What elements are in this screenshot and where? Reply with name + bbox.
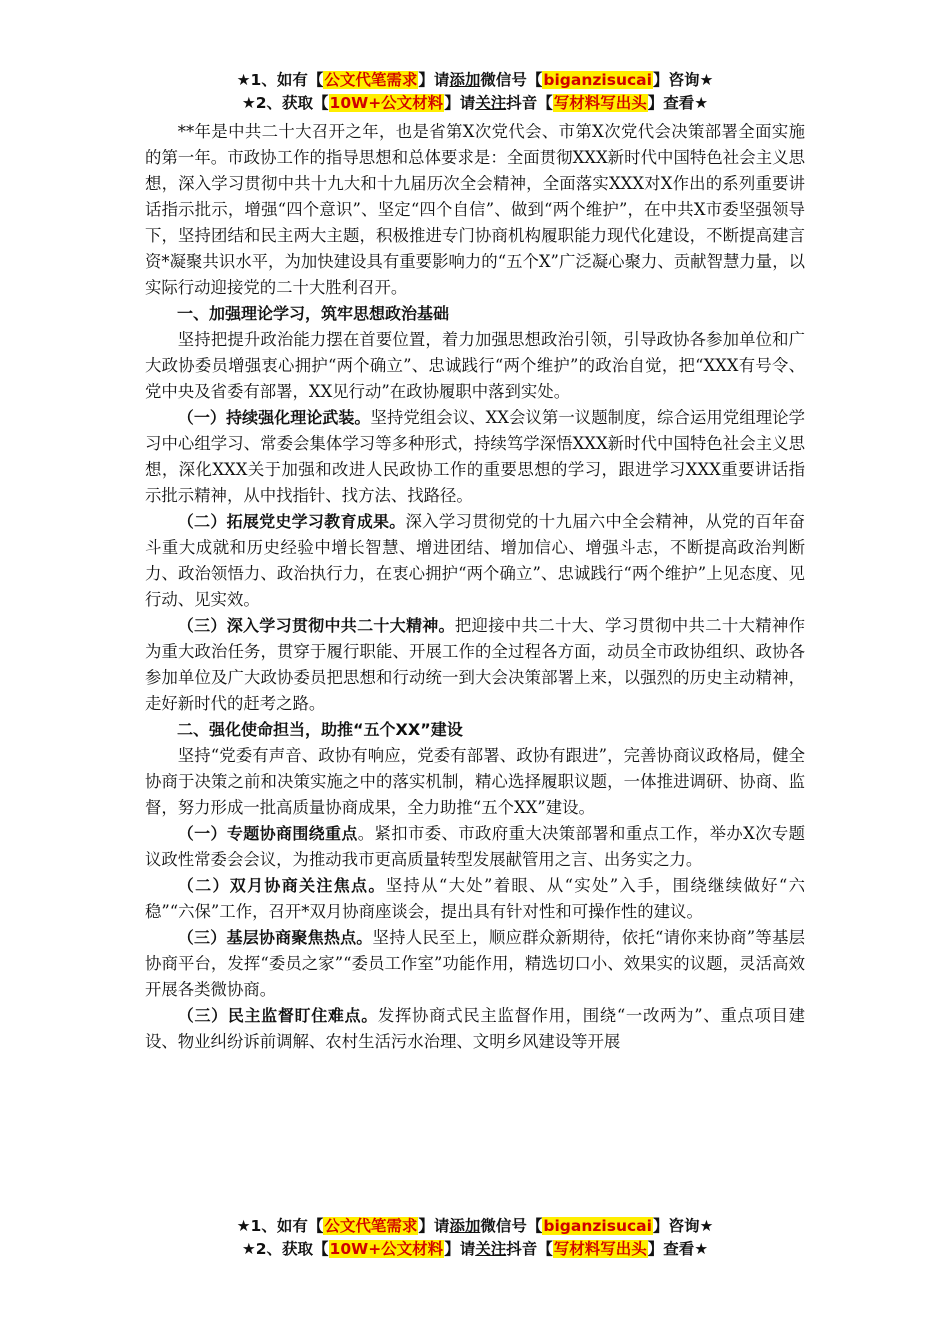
promo-banner-bottom [0,1215,950,1261]
list-item: （二）拓展党史学习教育成果。深入学习贯彻党的十九届六中全会精神，从党的百年奋斗重大成就和历史经验中增长智慧、增进团结、增加信心、增强斗志，不断提高政治判断力、政治领悟力、政治执行力，在衷心拥护“两个确立”、忠诚践行“两个维护”上见态度、见行动、见实效。 [145,512,805,609]
highlight-materials: 10W+公文材料 [329,94,444,112]
list-item: （二）双月协商关注焦点。坚持从“大处”着眼、从“实处”入手，围绕继续做好“六稳”“六保”工作，召开*双月协商座谈会，提出具有针对性和可操作性的建议。 [145,876,805,921]
document-body [145,119,805,1055]
list-item: （三）民主监督盯住难点。发挥协商式民主监督作用，围绕“一改两为”、重点项目建设、物业纠纷诉前调解、农村生活污水治理、文明乡风建设等开展 [145,1006,805,1051]
section-heading-1: 一、加强理论学习，筑牢思想政治基础 [177,304,450,323]
highlight-service: 公文代笔需求 [324,1217,418,1235]
list-item: （三）深入学习贯彻中共二十大精神。把迎接中共二十大、学习贯彻中共二十大精神作为重大政治任务，贯穿于履行职能、开展工作的全过程各方面，动员全市政协组织、政协各参加单位及广大政协委员把思想和行动统一到大会决策部署上来，以强烈的历史主动精神，走好新时代的赶考之路。 [145,616,805,713]
section-intro-2: 坚持“党委有声音、政协有响应，党委有部署、政协有跟进”，完善协商议政格局，健全协商于决策之前和决策实施之中的落实机制，精心选择履职议题，一体推进调研、协商、监督，努力形成一批高质量协商成果，全力助推“五个XX”建设。 [145,746,805,817]
list-item: （三）基层协商聚焦热点。坚持人民至上，顺应群众新期待，依托“请你来协商”等基层协商平台，发挥“委员之家”“委员工作室”功能作用，精选切口小、效果实的议题，灵活高效开展各类微协商。 [145,928,805,999]
section-heading-2: 二、强化使命担当，助推“五个XX”建设 [177,720,463,739]
highlight-materials: 10W+公文材料 [329,1240,444,1258]
list-item: （一）持续强化理论武装。坚持党组会议、XX会议第一议题制度，综合运用党组理论学习中心组学习、常委会集体学习等多种形式，持续笃学深悟XXX新时代中国特色社会主义思想，深化XXX关于加强和改进人民政协工作的重要思想的学习，跟进学习XXX重要讲话指示批示精神，从中找指针、找方法、找路径。 [145,408,805,505]
promo-line-2: ★2、获取【10W+公文材料】请关注抖音【写材料写出头】查看★ [241,94,709,112]
promo-line-1: ★1、如有【公文代笔需求】请添加微信号【biganzisucai】咨询★ [236,71,714,89]
highlight-douyin: 写材料写出头 [553,1240,647,1258]
promo-line-1: ★1、如有【公文代笔需求】请添加微信号【biganzisucai】咨询★ [236,1217,714,1235]
highlight-douyin: 写材料写出头 [553,94,647,112]
highlight-wechat-id: biganzisucai [543,1217,652,1235]
intro-paragraph: **年是中共二十大召开之年，也是省第X次党代会、市第X次党代会决策部署全面实施的第一年。市政协工作的指导思想和总体要求是：全面贯彻XXX新时代中国特色社会主义思想，深入学习贯彻中共十九大和十九届历次全会精神，全面落实XXX对X作出的系列重要讲话指示批示，增强“四个意识”、坚定“四个自信”、做到“两个维护”，在中共X市委坚强领导下，坚持团结和民主两大主题，积极推进专门协商机构履职能力现代化建设，不断提高建言资*凝聚共识水平，为加快建设具有重要影响力的“五个X”广泛凝心聚力、贡献智慧力量，以实际行动迎接党的二十大胜利召开。 [145,122,805,297]
section-intro-1: 坚持把提升政治能力摆在首要位置，着力加强思想政治引领，引导政协各参加单位和广大政协委员增强衷心拥护“两个确立”、忠诚践行“两个维护”的政治自觉，把“XXX有号令、党中央及省委有部署，XX见行动”在政协履职中落到实处。 [145,330,805,401]
promo-banner-top [0,69,950,115]
list-item: （一）专题协商围绕重点。紧扣市委、市政府重大决策部署和重点工作，举办X次专题议政性常委会会议，为推动我市更高质量转型发展献管用之言、出务实之力。 [145,824,805,869]
highlight-service: 公文代笔需求 [324,71,418,89]
promo-line-2: ★2、获取【10W+公文材料】请关注抖音【写材料写出头】查看★ [241,1240,709,1258]
highlight-wechat-id: biganzisucai [543,71,652,89]
